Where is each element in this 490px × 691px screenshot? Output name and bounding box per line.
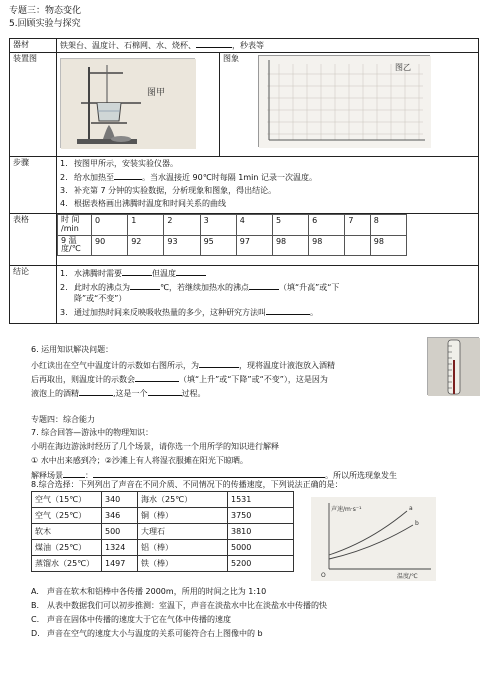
image-label: 图象 <box>223 54 239 63</box>
time-cell: 3 <box>200 215 236 236</box>
section4-title: 专题四：综合能力 <box>31 415 95 424</box>
thermometer-drawing <box>428 338 480 396</box>
apparatus-photo <box>60 58 195 148</box>
choice-d[interactable]: D. 声音在空气的速度大小与温度的关系可能符合右上图像中的 b <box>31 629 263 638</box>
conclusion-blank[interactable] <box>176 268 206 276</box>
q6-blank[interactable] <box>135 374 179 382</box>
question7-line2: ① 水中出来感到冷；②沙滩上有人将湿衣服摊在阳光下晾晒。 <box>31 456 248 465</box>
equipment-blank[interactable] <box>196 40 232 48</box>
blank-graph <box>258 55 430 147</box>
step-item: 2. 给水加热至 。当水温接近 90℃时每隔 1min 记录一次温度。 <box>60 173 317 182</box>
steps-list <box>60 159 475 209</box>
time-cell: 7 <box>345 215 370 236</box>
question5-title: 5.回顾实验与探究 <box>9 19 81 29</box>
data-table-cell <box>57 214 479 266</box>
table-row: 煤油（25℃） 1324 铝（棒） 5000 <box>32 540 294 556</box>
thermometer-photo <box>427 337 479 395</box>
temp-cell: 98 <box>370 235 406 256</box>
conclusion-item: 1. 水沸腾时需要 但温度 <box>60 268 475 279</box>
speed-graph-drawing <box>311 497 436 581</box>
question6-line1: 小红读出在空气中温度计的示数如右图所示，为 ，现将温度计液泡放入酒精 <box>31 361 335 370</box>
time-cell: 1 <box>128 215 164 236</box>
table-row: 空气（25℃） 346 铜（棒） 3750 <box>32 508 294 524</box>
question6-title: 6. 运用知识解决问题： <box>31 345 114 354</box>
conclusion-blank[interactable] <box>122 268 152 276</box>
conclusion-blank[interactable] <box>130 282 160 290</box>
temp-cell: 90 <box>92 235 128 256</box>
table-row: 空气（15℃） 340 海水（25℃） 1531 <box>32 492 294 508</box>
conclusion-blank[interactable] <box>266 307 310 315</box>
conclusion-cell <box>57 266 479 324</box>
q6-blank[interactable] <box>199 360 239 368</box>
question8-title: 8.综合选择：下列列出了声音在不同介质、不同情况下的传播速度，下列说法正确的是： <box>31 480 343 489</box>
row-label-figure: 装置图 <box>10 53 57 157</box>
step-item: 4. 根据表格画出沸腾时温度和时间关系的曲线 <box>60 199 226 208</box>
q6-blank[interactable] <box>79 388 113 396</box>
temp-cell: 93 <box>164 235 200 256</box>
apparatus-drawing <box>61 59 196 149</box>
choice-b[interactable]: B. 从表中数据我们可以初步推测：室温下，声音在淡盐水中比在淡盐水中传播的快 <box>31 601 327 610</box>
data-table: 时 间 /min 0 1 2 3 4 5 6 7 8 9 温 度/℃ 90 92 93 95 97 98 98 98 <box>57 214 407 256</box>
table-row: 蒸馏水（25℃） 1497 铁（棒） 5200 <box>32 556 294 572</box>
figure-b-label: 图乙 <box>395 63 411 72</box>
table-row: 软木 500 大理石 3810 <box>32 524 294 540</box>
curve-b-label: b <box>415 520 419 527</box>
time-cell: 4 <box>236 215 272 236</box>
temp-cell: 98 <box>272 235 308 256</box>
temp-blank-cell[interactable] <box>345 235 370 256</box>
question7-title: 7. 综合回答—游泳中的物理知识： <box>31 428 154 437</box>
question7-line1: 小明在海边游泳时经历了几个场景，请你选一个用所学的知识进行解释 <box>31 442 279 451</box>
q6-blank[interactable] <box>148 388 182 396</box>
equipment-text: 铁架台、温度计、石棉网、水、烧杯、 <box>60 41 196 50</box>
question6-line3: 液泡上的酒精 ,这是一个 过程。 <box>31 389 206 398</box>
conclusion-item: 2. 此时水的沸点为 ℃，若继续加热水的沸点 （填“升高”或“下 <box>60 283 340 292</box>
conclusion-item-cont: 降”或“不变”） <box>74 294 127 303</box>
conclusion-list <box>60 268 475 318</box>
graph-ylabel: 声速/m·s⁻¹ <box>331 506 362 513</box>
graph-xlabel: 温度/℃ <box>397 573 418 580</box>
time-cell: 5 <box>272 215 308 236</box>
question7-line3: 解释场景 ： 。所以所选现象发生 <box>31 471 397 480</box>
graph-origin: O <box>321 572 326 579</box>
step-blank[interactable] <box>114 172 142 180</box>
conclusion-item: 3. 通过加热时间来反映吸收热量的多少，这种研究方法叫 。 <box>60 308 318 317</box>
equipment-text-tail: ，秒表等 <box>232 41 264 50</box>
row-label-conclusion: 结论 <box>10 266 57 324</box>
question6-line2: 后再取出，则温度计的示数会 （填“上升”或“下降”或“不变”），这是因为 <box>31 375 328 384</box>
curve-a-label: a <box>409 505 413 512</box>
time-cell: 2 <box>164 215 200 236</box>
steps-cell <box>57 157 479 214</box>
temp-cell: 97 <box>236 235 272 256</box>
row-label-equipment: 器材 <box>10 39 57 53</box>
q7-scene-blank[interactable] <box>63 470 85 478</box>
temp-cell: 95 <box>200 235 236 256</box>
row-label-steps: 步骤 <box>10 157 57 214</box>
choice-c[interactable]: C. 声音在固体中传播的速度大于它在气体中传播的速度 <box>31 615 231 624</box>
time-cell: 0 <box>92 215 128 236</box>
temp-cell: 92 <box>128 235 164 256</box>
equipment-cell <box>57 39 479 53</box>
choice-a[interactable]: A. 声音在软木和铝棒中各传播 2000m，所用的时间之比为 1:10 <box>31 587 267 596</box>
figure-a-label: 图甲 <box>147 88 166 98</box>
speed-temperature-graph <box>311 497 436 581</box>
section3-title: 专题三：物态变化 <box>9 6 82 16</box>
time-cell: 8 <box>370 215 406 236</box>
step-item: 3. 补充第 7 分钟的实验数据，分析现象和图象，得出结论。 <box>60 186 277 195</box>
row-label-table: 表格 <box>10 214 57 266</box>
graph-grid <box>259 56 431 148</box>
time-cell: 6 <box>309 215 345 236</box>
sound-speed-table <box>31 491 294 572</box>
step-item: 1. 按图甲所示，安装实验仪器。 <box>60 159 178 168</box>
temp-cell: 98 <box>309 235 345 256</box>
conclusion-blank[interactable] <box>249 282 279 290</box>
q7-answer-blank[interactable] <box>93 470 325 478</box>
